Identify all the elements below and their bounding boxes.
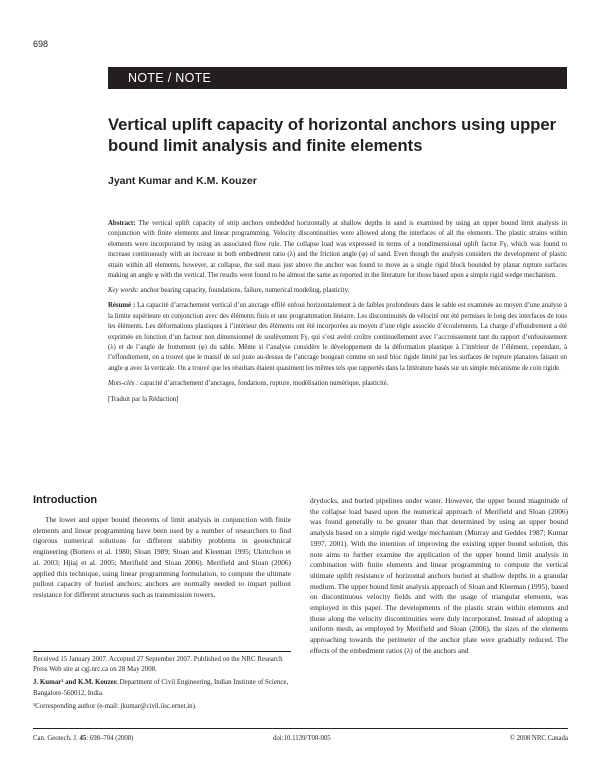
keywords-paragraph	[108, 286, 567, 296]
translation-note: [Traduit par la Rédaction]	[108, 395, 179, 403]
footer-divider	[33, 728, 568, 729]
affiliation-note	[33, 678, 291, 698]
introduction-heading: Introduction	[33, 494, 98, 506]
affiliation-text: Department of Civil Engineering, Indian Institute of Science, Bangalore-560012, India.	[33, 679, 289, 697]
introduction-right-column: drydocks, and buried pipelines under water. However, the upper bound magnitude of the collapse load based upon the numerical approach of Merifield and Sloan (2006) was found generally to be greater than that determined by using an upper bound analysis based on a simple rigid wedge mechanism (Murray and Geddes 1987; Kumar 1997, 2001). With the intention of improving the existing upper bound solution, this note aims to further examine the application of the upper bound limit analysis in combination with finite elements and linear programming to compute the vertical ultimate uplift resistance of horizontal anchors buried at shallow depths in a granular medium. The upper bound limit analysis approach of Sloan and Kleeman (1995), based on discontinuous velocity fields and with the usage of triangular elements, was employed in this paper. The developments of the plastic strain within elements and those along the velocity discontinuities were duly incorporated. Instead of adopting a uniform mesh, as employed by Merifield and Sloan (2006), the sizes of the elements approaching towards the perimeter of the anchor plate were gradually reduced. The effects of the embedment ratios (λ) of the anchors and	[310, 496, 568, 655]
corresponding-author-note: ¹Corresponding author (e-mail: jkumar@civil.iisc.ernet.in).	[33, 702, 197, 710]
resume-label: Résumé :	[108, 302, 136, 310]
abstract-block	[108, 219, 567, 409]
keywords-text: anchor bearing capacity, foundations, failure, numerical modeling, plasticity.	[138, 286, 350, 294]
keywords-label: Key words:	[108, 286, 139, 294]
journal-prefix: Can. Geotech. J.	[33, 735, 80, 742]
journal-citation	[33, 735, 133, 742]
resume-text: La capacité d’arrachement vertical d’un ancrage effilé enfoui horizontalement à de faibles profondeurs dans le sable est examinée au moyen d’une analyse à la limite supérieure en conjonction avec des éléments finis et une programmation linéaire. Les discontinuités de vélocité ont été permises le long des interfaces de tous les éléments. Les déformations plastiques à l’intérieur des éléments ont été incorporées au moyen d’une règle associée d’écoulements. La charge d’effondrement a été exprimée en fonction d’un facteur non dimensionnel de soulèvement Fγ, qui s’est avéré croître continuellement avec l’accroissement tant du rapport d’enfouissement (λ) et de l’angle de frottement (φ) du sable. Même si l’analyse considère le développement de la déformation plastique à l’intérieur de l’élément, cependant, à l’effondrement, on a trouvé que le massif de sol juste au-dessus de l’ancrage bougeait comme un seul bloc rigide limité par les surfaces de rupture planaires faisant un angle φ avec la verticale. On a trouvé que les résultats étaient quasiment les mêmes tels que rapportés dans la littérature basés sur un simple mécanisme de coin rigide.	[108, 302, 567, 372]
received-note: Received 15 January 2007. Accepted 27 September 2007. Published on the NRC Research Press Web site at cgj.nrc.ca on 28 May 2008.	[33, 656, 283, 674]
footnote-divider	[33, 651, 291, 652]
mots-cles-text: capacité d’arrachement d’ancrages, fondations, rupture, modélisation numérique, plasticité.	[138, 380, 389, 388]
journal-volume: 45	[79, 735, 87, 742]
abstract-paragraph	[108, 219, 567, 282]
affiliation-names: J. Kumar¹ and K.M. Kouzer.	[33, 679, 118, 687]
article-title: Vertical uplift capacity of horizontal anchors using upper bound limit analysis and finite elements	[108, 115, 557, 155]
introduction-left-column: The lower and upper bound theorems of limit analysis in conjunction with finite elements and linear programming have been used by a number of researchers to find rigorous numerical solutions for different stability problems in geotechnical engineering (Bottero et al. 1980; Sloan 1989; Sloan and Kleeman 1995; Ukritchon et al. 2003; Hjiaj et al. 2005; Merifield and Sloan 2006). Merifield and Sloan (2006) applied this technique, using linear programming formulation, to compute the ultimate pullout capacity of buried anchors; anchors are normally needed to impart pullout resistance for different structures such as transmission towers,	[33, 515, 291, 599]
copyright-notice: © 2008 NRC Canada	[509, 735, 568, 742]
section-banner: NOTE / NOTE	[108, 67, 567, 89]
footnotes-block	[33, 655, 291, 715]
resume-paragraph	[108, 301, 567, 374]
journal-suffix: : 698–704 (2008)	[86, 735, 134, 742]
author-list: Jyant Kumar and K.M. Kouzer	[108, 175, 257, 187]
mots-cles-paragraph	[108, 379, 567, 389]
doi-link[interactable]: doi:10.1139/T08-005	[273, 735, 331, 742]
abstract-label: Abstract:	[108, 220, 136, 227]
abstract-text: The vertical uplift capacity of strip anchors embedded horizontally at shallow depths in sand is examined by using an upper bound limit analysis in conjunction with finite elements and linear programming. Velocity discontinuities were allowed along the interfaces of all the elements. The plastic strains within elements were incorporated by using an associated flow rule. The collapse load was expressed in terms of a nondimensional uplift factor Fγ, which was found to increase continuously with an increase in both embedment ratio (λ) and the friction angle (φ) of sand. Even though the analysis considers the development of plastic strain within all elements, however, at collapse, the soil mass just above the anchor was found to move as a single rigid block bounded by planar rupture surfaces making an angle φ with the vertical. The results were found to be almost the same as reported in the literature for those based upon a simple rigid wedge mechanism.	[108, 220, 567, 280]
page-number: 698	[33, 39, 49, 49]
mots-cles-label: Mots-clés :	[108, 380, 139, 388]
